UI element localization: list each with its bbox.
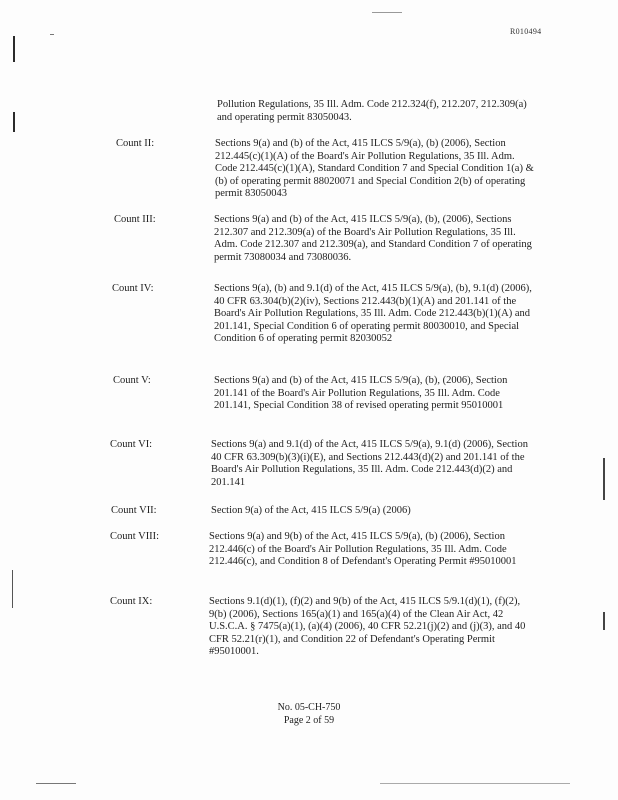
- count-label: Count III:: [114, 214, 156, 225]
- count-label: Count II:: [116, 138, 155, 149]
- count-citations: Sections 9(a) and (b) of the Act, 415 ILCS 5/9(a), (b) (2006), Section 212.445(c)(1)(A) of the Board's Air Pollution Regulations, 35 Ill. Adm. Code 212.445(c)(1)(A), Standard Condition 7 and Special Condition 1(a) & (b) of operating permit 88020071 and Special Condition 2(b) of operating permit 83050043: [215, 138, 534, 199]
- case-number: No. 05-CH-750: [277, 702, 341, 713]
- continuation-paragraph: Pollution Regulations, 35 Ill. Adm. Code 212.324(f), 212.207, 212.309(a) and operating permit 83050043.: [217, 99, 527, 123]
- count-citations: Sections 9(a) and 9.1(d) of the Act, 415 ILCS 5/9(a), 9.1(d) (2006), Section 40 CFR 63.309(b)(3)(i)(E), and Sections 212.443(d)(2) and 201.141 of the Board's Air Pollution Regulations, 35 Ill. Adm. Code 212.443(d)(2) and 201.141: [211, 439, 528, 488]
- scan-artifact-bottom-line: [36, 783, 76, 784]
- scan-artifact-left-bar: [13, 112, 15, 132]
- count-citations: Section 9(a) of the Act, 415 ILCS 5/9(a) (2006): [211, 505, 411, 516]
- page-number: Page 2 of 59: [283, 715, 335, 726]
- count-citations: Sections 9.1(d)(1), (f)(2) and 9(b) of the Act, 415 ILCS 5/9.1(d)(1), (f)(2), 9(b) (2006), Sections 165(a)(1) and 165(a)(4) of the Clean Air Act, 42 U.S.C.A. § 7475(a)(1), (a)(4) (2006), 40 CFR 52.21(j)(2) and (j)(3), and 40 CFR 52.21(r)(1), and Condition 22 of Defendant's Operating Permit #95010001.: [209, 596, 526, 657]
- count-citations: Sections 9(a) and (b) of the Act, 415 ILCS 5/9(a), (b), (2006), Section 201.141 of the Board's Air Pollution Regulations, 35 Ill. Adm. Code 201.141, Special Condition 38 of revised operating permit 95010001: [214, 375, 508, 411]
- scan-artifact-left-bar: [13, 36, 15, 62]
- bates-number: R010494: [510, 27, 542, 36]
- count-citations: Sections 9(a) and 9(b) of the Act, 415 ILCS 5/9(a), (b) (2006), Section 212.446(c) of the Board's Air Pollution Regulations, 35 Ill. Adm. Code 212.446(c), and Condition 8 of Defendant's Operating Permit #95010001: [209, 531, 517, 567]
- count-label: Count VIII:: [110, 531, 160, 542]
- count-label: Count IX:: [110, 596, 153, 607]
- count-citations: Sections 9(a), (b) and 9.1(d) of the Act, 415 ILCS 5/9(a), (b), 9.1(d) (2006), 40 CFR 63.304(b)(2)(iv), Sections 212.443(b)(1)(A) and 201.141 of the Board's Air Pollution Regulations, 35 Ill. Adm. Code 212.443(b)(1)(A) and 201.141, Special Condition 6 of operating permit 80030010, and Special Condition 6 of operating permit 82030052: [214, 283, 532, 344]
- scan-artifact-right-bar: [603, 458, 605, 500]
- count-label: Count V:: [113, 375, 151, 386]
- count-label: Count IV:: [112, 283, 154, 294]
- count-citations: Sections 9(a) and (b) of the Act, 415 ILCS 5/9(a), (b), (2006), Sections 212.307 and 212.309(a) of the Board's Air Pollution Regulations, 35 Ill. Adm. Code 212.307 and 212.309(a), and Standard Condition 7 of operating permit 73080034 and 73080036.: [214, 214, 532, 263]
- count-label: Count VII:: [111, 505, 157, 516]
- count-label: Count VI:: [110, 439, 153, 450]
- scan-artifact-right-bar: [603, 612, 605, 630]
- scan-artifact-corner: [50, 34, 54, 35]
- scan-artifact-top-dots: [372, 12, 402, 13]
- scan-artifact-left-bar: [12, 570, 13, 608]
- scan-artifact-bottom-line: [380, 783, 570, 784]
